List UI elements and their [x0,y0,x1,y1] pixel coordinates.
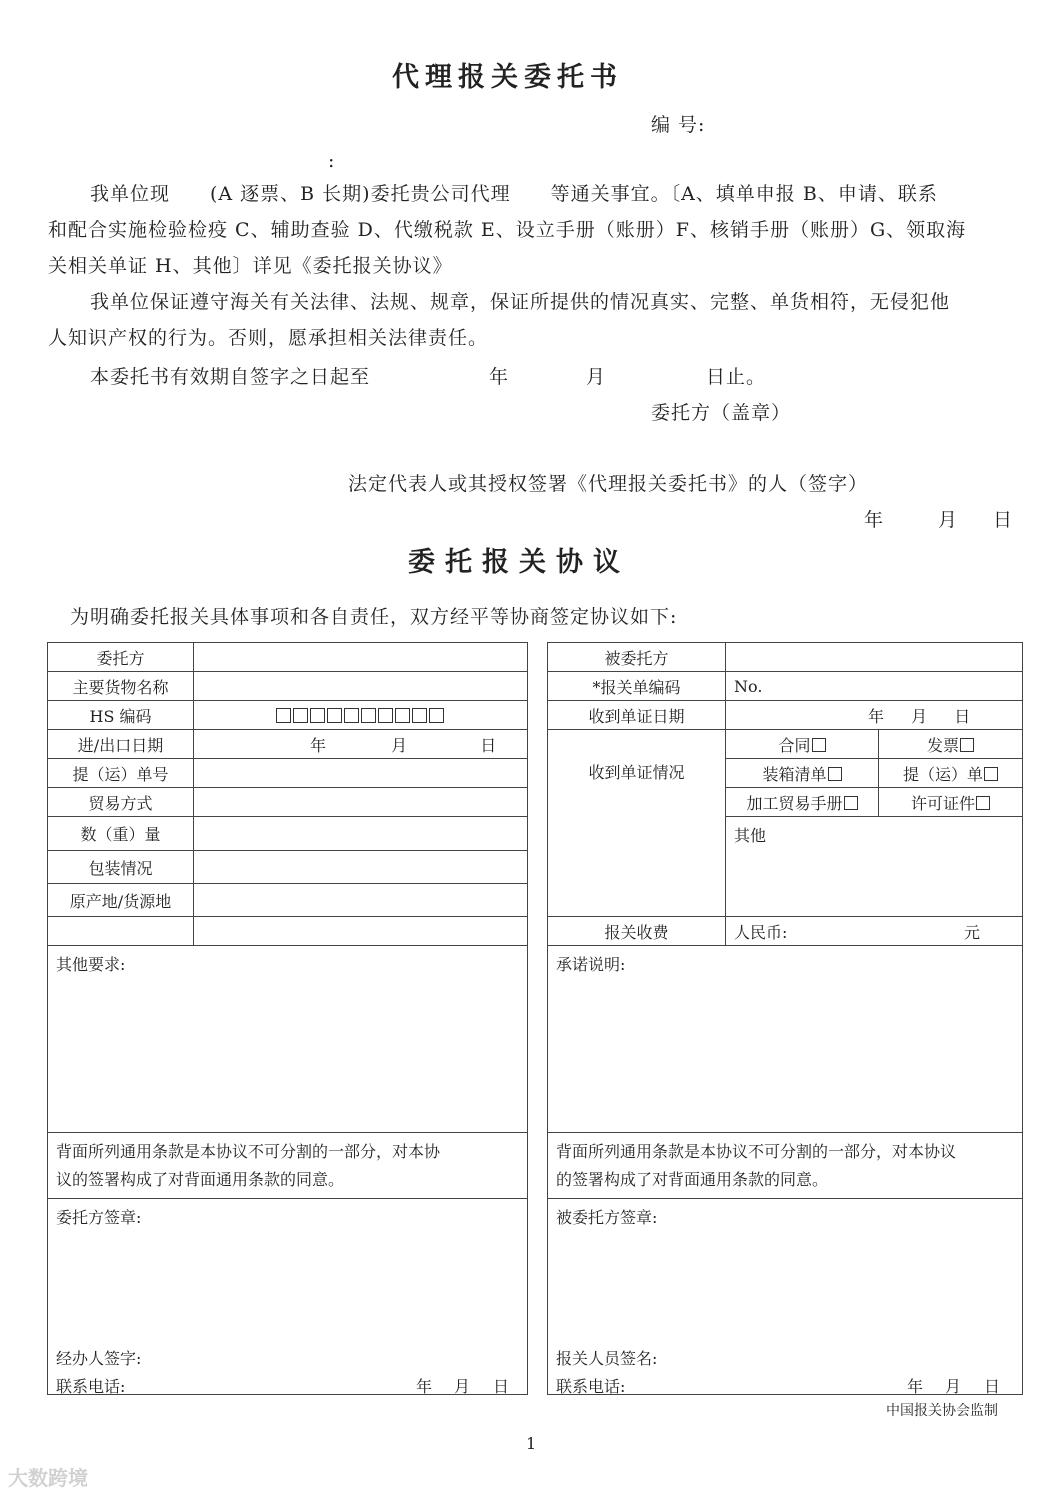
received-date-label: 收到单证日期 [548,701,726,730]
hs-digit-box [327,708,342,723]
supervision-note: 中国报关协会监制 [886,1403,998,1419]
page-number: 1 [526,1434,537,1453]
quantity-label: 数（重）量 [48,817,194,851]
checkbox-icon [960,738,974,752]
checkbox-icon [812,738,826,752]
legal-representative: 法定代表人或其授权签署《代理报关委托书》的人（签字） [348,473,869,495]
hs-digit-box [378,708,393,723]
bill-checkbox[interactable]: 提（运）单 [879,759,1023,788]
right-phone-label: 联系电话: [556,1377,626,1395]
left-clause: 背面所列通用条款是本协议不可分割的一部分，对本协 议的签署构成了对背面通用条款的同意。 [48,1133,528,1199]
left-date-month: 月 [454,1377,471,1395]
declaration-no-value: No. [726,672,1023,701]
hs-code-label: HS 编码 [48,701,194,730]
agent-table [547,642,1023,1395]
para-guarantee [48,284,1014,356]
hs-digit-box [344,708,359,723]
letter-date-day: 日 [993,509,1014,531]
license-checkbox[interactable]: 许可证件 [879,788,1023,817]
agent-sign-label: 被委托方签章: [556,1208,658,1227]
checkbox-icon [828,767,842,781]
other-requirements: 其他要求: [48,946,528,1133]
handler-sign-label: 经办人签字: [56,1349,142,1368]
hs-digit-box [293,708,308,723]
invoice-checkbox[interactable]: 发票 [879,730,1023,759]
packing-list-checkbox[interactable]: 装箱清单 [726,759,879,788]
letter-title: 代理报关委托书 [392,62,623,93]
number-label: 编 号: [651,114,706,136]
watermark-logo: 大数跨境 [8,1466,88,1490]
right-date-day: 日 [984,1377,1001,1395]
checkbox-icon [976,796,990,810]
principal-table [47,642,528,1395]
letter-date-year: 年 [864,509,885,531]
agreement-title: 委托报关协议 [408,547,630,578]
goods-name-label: 主要货物名称 [48,672,194,701]
right-clause: 背面所列通用条款是本协议不可分割的一部分，对本协议 的签署构成了对背面通用条款的同意。 [548,1133,1023,1199]
validity-text: 本委托书有效期自签字之日起至 [90,366,371,388]
promise-statement: 承诺说明: [548,946,1023,1133]
empty-value [194,917,528,946]
hs-digit-box [276,708,291,723]
agreement-intro: 为明确委托报关具体事项和各自责任，双方经平等协商签定协议如下: [70,606,678,628]
checkbox-icon [984,767,998,781]
left-phone-label: 联系电话: [56,1377,126,1395]
agent-signature-box [548,1199,1023,1395]
checkbox-icon [844,796,858,810]
para2-line1: 我单位保证遵守海关有关法律、法规、规章，保证所提供的情况真实、完整、单货相符，无侵犯他 [90,291,951,313]
principal-value [194,643,528,672]
para1-line2: 和配合实施检验检疫 C、辅助查验 D、代缴税款 E、设立手册（账册）F、核销手册（账册）G、领取海 [48,219,967,241]
principal-sign-label: 委托方签章: [56,1208,142,1227]
left-date-year: 年 [416,1377,433,1395]
para-entrust [48,176,1014,284]
declarant-sign-label: 报关人员签名: [556,1349,658,1368]
origin-value [194,884,528,917]
packing-value [194,851,528,884]
origin-label: 原产地/货源地 [48,884,194,917]
validity-year: 年 [489,366,510,388]
trade-mode-label: 贸易方式 [48,788,194,817]
agent-value [726,643,1023,672]
bill-no-value [194,759,528,788]
left-date-day: 日 [493,1377,510,1395]
declaration-no-label: *报关单编码 [548,672,726,701]
received-date-value: 年 月 日 [726,701,1023,730]
agent-label: 被委托方 [548,643,726,672]
hs-code-boxes [194,701,528,730]
received-docs-label: 收到单证情况 [548,730,726,917]
validity-month: 月 [586,366,607,388]
right-date-month: 月 [945,1377,962,1395]
hs-digit-box [429,708,444,723]
hs-digit-box [395,708,410,723]
trade-mode-value [194,788,528,817]
quantity-value [194,817,528,851]
processing-manual-checkbox[interactable]: 加工贸易手册 [726,788,879,817]
fee-label: 报关收费 [548,917,726,946]
principal-seal: 委托方（盖章） [651,402,792,424]
hs-digit-box [412,708,427,723]
bill-no-label: 提（运）单号 [48,759,194,788]
other-docs: 其他 [726,817,1023,917]
principal-signature-box [48,1199,528,1395]
io-date-value: 年 月 日 [194,730,528,759]
validity-day: 日止。 [706,366,767,388]
io-date-label: 进/出口日期 [48,730,194,759]
goods-name-value [194,672,528,701]
addressee-colon: : [328,150,336,172]
para1-line3: 关相关单证 H、其他〕详见《委托报关协议》 [48,255,453,277]
hs-digit-box [310,708,325,723]
right-date-year: 年 [907,1377,924,1395]
contract-checkbox[interactable]: 合同 [726,730,879,759]
empty-label [48,917,194,946]
para2-line2: 人知识产权的行为。否则，愿承担相关法律责任。 [48,327,489,349]
para1-line1: 我单位现 (A 逐票、B 长期)委托贵公司代理 等通关事宜。〔A、填单申报 B、申请、联系 [90,183,938,205]
fee-value: 人民币: 元 [726,917,1023,946]
packing-label: 包装情况 [48,851,194,884]
principal-label: 委托方 [48,643,194,672]
hs-digit-box [361,708,376,723]
letter-date-month: 月 [938,509,959,531]
